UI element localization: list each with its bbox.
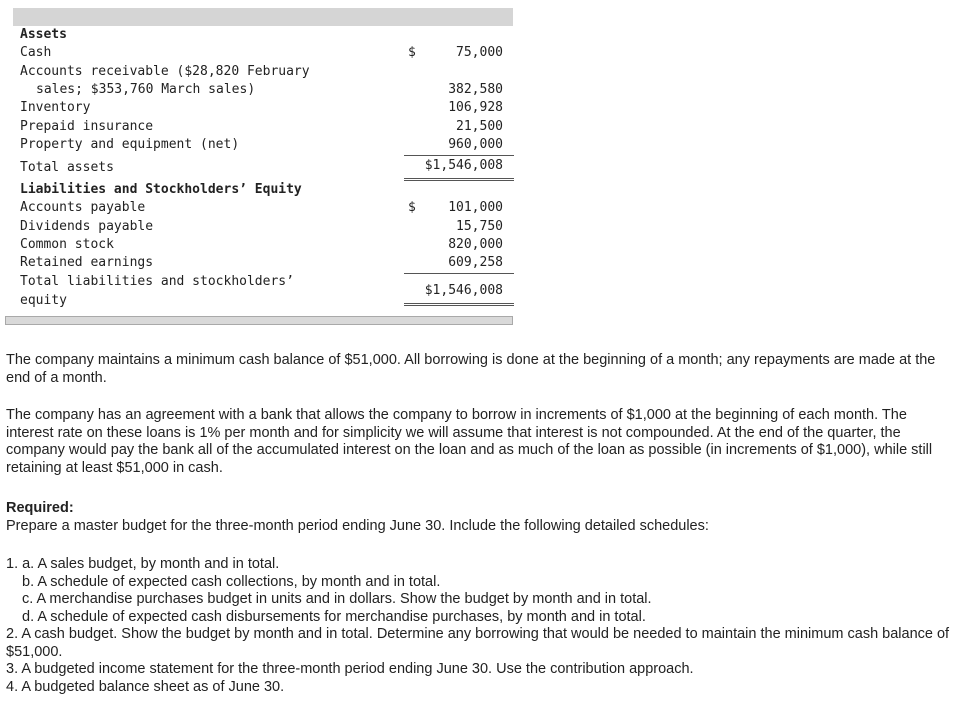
ppe-value: 960,000 [448, 137, 503, 152]
list-item: c. A merchandise purchases budget in units and in dollars. Show the budget by month and in total. [22, 591, 652, 607]
list-item: 2. A cash budget. Show the budget by month and in total. Determine any borrowing that would be needed to maintain the minimum cash balance of $51,000. [6, 626, 950, 660]
inventory-label: Inventory [20, 100, 91, 115]
total-assets-label: Total assets [20, 160, 114, 175]
dividends-value: 15,750 [456, 219, 503, 234]
min-cash-paragraph: The company maintains a minimum cash balance of $51,000. All borrowing is done at the beginning of a month; any repayments are made at the end of a month. [6, 352, 936, 386]
list-item: d. A schedule of expected cash disbursements for merchandise purchases, by month and in total. [22, 608, 646, 625]
cash-dollar-sign: $ [408, 45, 416, 60]
schedule-list [6, 556, 951, 696]
common-stock-label: Common stock [20, 237, 114, 252]
list-item: b. A schedule of expected cash collections, by month and in total. [22, 573, 441, 590]
dividends-label: Dividends payable [20, 219, 154, 234]
total-assets-value: $1,546,008 [424, 158, 503, 173]
ppe-label: Property and equipment (net) [20, 137, 240, 152]
total-le-label-line2: equity [20, 293, 67, 308]
total-le-label-line1: Total liabilities and stockholders’ [20, 274, 294, 289]
ap-value: 101,000 [448, 200, 503, 215]
prepaid-label: Prepaid insurance [20, 119, 154, 134]
inventory-value: 106,928 [448, 100, 503, 115]
list-item: 3. A budgeted income statement for the three-month period ending June 30. Use the contribution approach. [6, 661, 694, 677]
balance-sheet-table [5, 8, 513, 326]
total-le-double-rule [404, 303, 514, 306]
subtotal-rule-2 [404, 273, 514, 274]
ar-label-line1: Accounts receivable ($28,820 February [20, 64, 310, 79]
table-header-bar [13, 8, 513, 26]
cash-value: 75,000 [456, 45, 503, 60]
common-stock-value: 820,000 [448, 237, 503, 252]
ap-label: Accounts payable [20, 200, 146, 215]
required-section [6, 500, 951, 535]
total-le-value: $1,546,008 [424, 283, 503, 298]
required-body: Prepare a master budget for the three-month period ending June 30. Include the following detailed schedules: [6, 517, 709, 534]
retained-earnings-label: Retained earnings [20, 255, 154, 270]
bank-agreement-paragraph: The company has an agreement with a bank that allows the company to borrow in increments of $1,000 at the beginning of each month. The interest rate on these loans is 1% per month and for simplicity we will assume that interest is not compounded. At the end of the quarter, the company would pay the bank all of the accumulated interest on the loan and as much of the loan as possible (in increments of $1,000), while still retaining at least $51,000 in cash. [6, 407, 933, 476]
required-title: Required: [6, 500, 74, 516]
cash-label: Cash [20, 45, 52, 60]
ar-value: 382,580 [448, 82, 503, 97]
retained-earnings-value: 609,258 [448, 255, 503, 270]
assets-heading: Assets [20, 27, 67, 42]
ap-dollar-sign: $ [408, 200, 416, 215]
list-item: 1. a. A sales budget, by month and in total. [6, 556, 280, 572]
subtotal-rule [404, 155, 514, 156]
liabilities-heading: Liabilities and Stockholders’ Equity [20, 182, 302, 197]
list-item: 4. A budgeted balance sheet as of June 30. [6, 678, 285, 695]
ar-label-line2: sales; $353,760 March sales) [36, 82, 256, 97]
table-footer-bar [5, 316, 513, 325]
prepaid-value: 21,500 [456, 119, 503, 134]
total-assets-double-rule [404, 178, 514, 181]
